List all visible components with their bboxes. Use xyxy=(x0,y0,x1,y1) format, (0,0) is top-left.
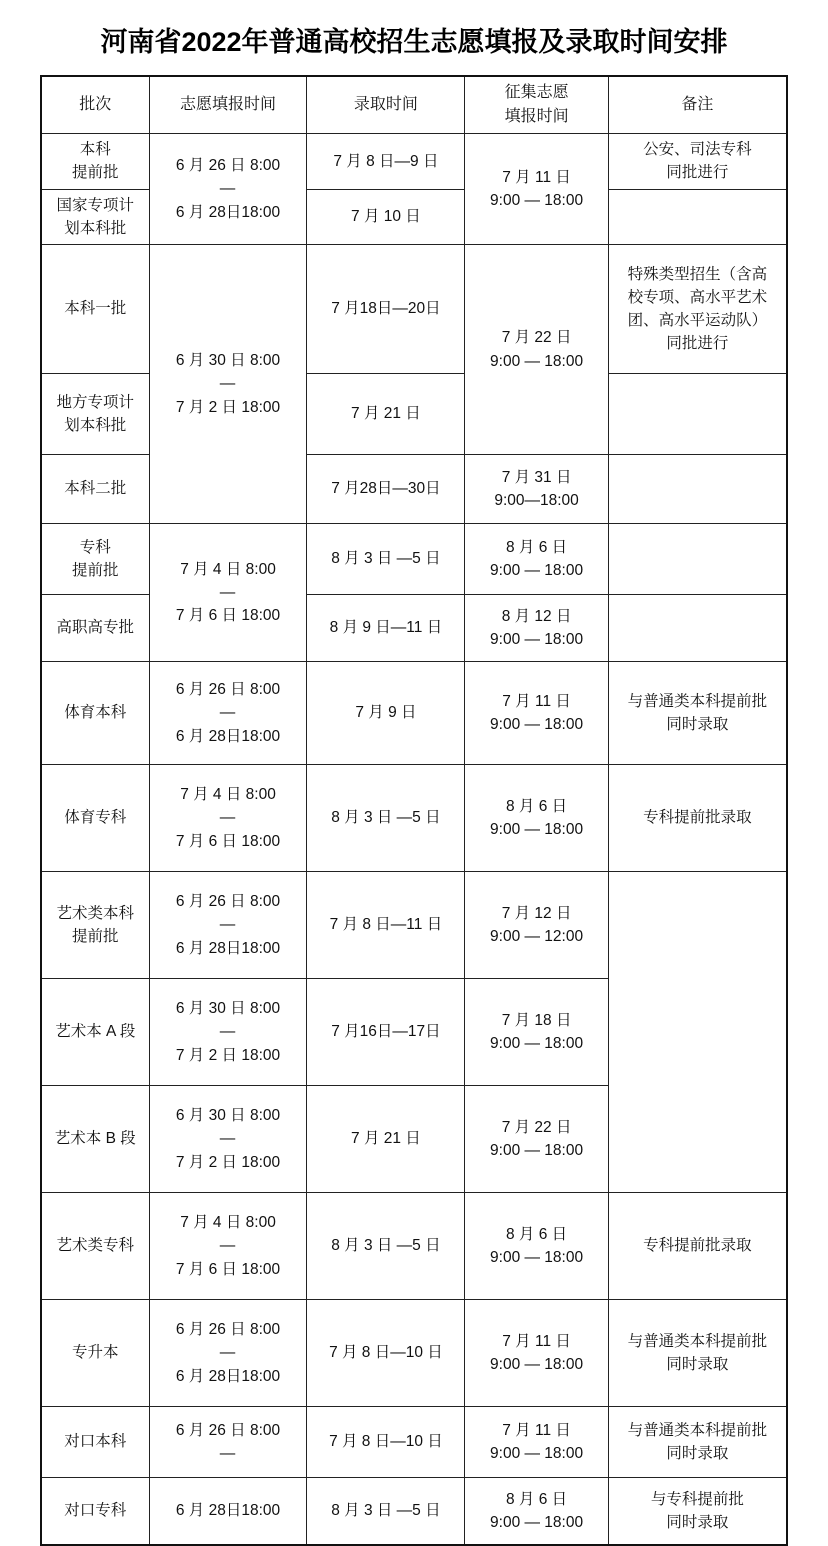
cell-note: 专科提前批录取 xyxy=(608,765,787,872)
batch-line2: 提前批 xyxy=(72,562,119,579)
collect-line1: 7 月 22 日 xyxy=(501,329,572,347)
cell-apply-time xyxy=(149,524,307,662)
cell-collect-time xyxy=(465,1193,608,1300)
cell-admit-time: 8 月 3 日 —5 日 xyxy=(307,1193,465,1300)
apply-line2: — xyxy=(219,583,237,601)
note-line1: 与普通类本科提前批 xyxy=(627,692,768,710)
cell-collect-time xyxy=(465,1300,608,1407)
table-row xyxy=(41,134,787,190)
collect-line2: 9:00 — 18:00 xyxy=(490,1514,584,1531)
collect-line1: 8 月 6 日 xyxy=(505,797,568,815)
batch-line2: 划本科批 xyxy=(64,417,127,434)
collect-line1: 7 月 18 日 xyxy=(501,1011,572,1029)
note-line1: 公安、司法专科 xyxy=(643,141,752,158)
collect-line1: 8 月 6 日 xyxy=(505,1490,568,1508)
apply-line2: — xyxy=(219,1023,237,1041)
apply-line1: 6 月 26 日 8:00 xyxy=(175,1421,281,1439)
cell-note xyxy=(608,455,787,524)
cell-collect-time xyxy=(465,662,608,765)
apply-line1: 6 月 30 日 8:00 xyxy=(175,352,281,370)
cell-admit-time: 7 月 10 日 xyxy=(307,189,465,245)
cell-admit-time: 8 月 3 日 —5 日 xyxy=(307,524,465,595)
cell-batch: 体育专科 xyxy=(41,765,149,872)
cell-admit-time: 7 月 8 日—10 日 xyxy=(307,1300,465,1407)
collect-line2: 9:00 — 18:00 xyxy=(490,1035,584,1052)
cell-note xyxy=(608,595,787,662)
collect-line1: 7 月 11 日 xyxy=(502,692,571,710)
table-row xyxy=(41,872,787,979)
batch-line2: 提前批 xyxy=(72,928,119,945)
cell-note xyxy=(608,134,787,190)
cell-admit-time: 7 月 21 日 xyxy=(307,374,465,455)
collect-line2: 9:00 — 18:00 xyxy=(490,562,584,579)
collect-line1: 7 月 22 日 xyxy=(501,1118,572,1136)
batch-line1: 艺术类本科 xyxy=(56,904,135,922)
cell-note: 专科提前批录取 xyxy=(608,1193,787,1300)
cell-apply-time: 6 月 28日18:00 xyxy=(149,1478,307,1546)
note-line1: 特殊类型招生（含高 xyxy=(627,265,768,283)
cell-batch: 本科二批 xyxy=(41,455,149,524)
apply-line3: 6 月 28日18:00 xyxy=(175,939,281,957)
apply-line1: 6 月 26 日 8:00 xyxy=(175,1321,281,1339)
apply-line2: — xyxy=(219,1445,237,1462)
cell-admit-time: 8 月 3 日 —5 日 xyxy=(307,765,465,872)
cell-admit-time: 7 月 8 日—10 日 xyxy=(307,1407,465,1478)
cell-apply-time xyxy=(149,245,307,524)
column-header-collect-time xyxy=(465,76,608,134)
cell-collect-time xyxy=(465,1478,608,1546)
table-row xyxy=(41,1300,787,1407)
batch-line1: 本科 xyxy=(79,141,111,158)
batch-line1: 地方专项计 xyxy=(56,393,135,411)
cell-batch: 高职高专批 xyxy=(41,595,149,662)
batch-line1: 国家专项计 xyxy=(56,196,135,214)
apply-line2: — xyxy=(219,1130,237,1148)
cell-apply-time xyxy=(149,872,307,979)
cell-note xyxy=(608,524,787,595)
note-line2: 同时录取 xyxy=(666,716,729,733)
collect-line2: 9:00 — 18:00 xyxy=(490,716,584,733)
table-header-row xyxy=(41,76,787,134)
cell-batch: 艺术本 A 段 xyxy=(41,979,149,1086)
collect-line1: 7 月 11 日 xyxy=(502,168,571,186)
cell-note xyxy=(608,1300,787,1407)
apply-line2: — xyxy=(219,916,237,934)
cell-admit-time: 8 月 9 日—11 日 xyxy=(307,595,465,662)
cell-note xyxy=(608,245,787,374)
cell-note xyxy=(608,1478,787,1546)
apply-line1: 6 月 26 日 8:00 xyxy=(175,157,281,175)
cell-collect-time xyxy=(465,524,608,595)
column-header-batch: 批次 xyxy=(41,76,149,134)
cell-admit-time: 7 月 8 日—11 日 xyxy=(307,872,465,979)
cell-admit-time: 7 月18日—20日 xyxy=(307,245,465,374)
table-row xyxy=(41,1407,787,1478)
batch-line2: 提前批 xyxy=(72,164,119,182)
cell-batch: 本科一批 xyxy=(41,245,149,374)
apply-line1: 6 月 26 日 8:00 xyxy=(175,681,281,699)
apply-line3: 6 月 28日18:00 xyxy=(175,1367,281,1385)
apply-line3: 7 月 2 日 18:00 xyxy=(175,1046,281,1064)
cell-admit-time: 7 月 9 日 xyxy=(307,662,465,765)
cell-collect-time xyxy=(465,245,608,455)
collect-line2: 9:00 — 18:00 xyxy=(490,1445,584,1462)
cell-collect-time xyxy=(465,455,608,524)
apply-line1: 7 月 4 日 8:00 xyxy=(180,786,276,804)
collect-line1: 8 月 6 日 xyxy=(505,1225,568,1243)
collect-line2: 9:00 — 12:00 xyxy=(490,928,584,945)
cell-batch: 艺术本 B 段 xyxy=(41,1086,149,1193)
note-line4: 同批进行 xyxy=(666,335,729,353)
cell-apply-time xyxy=(149,1300,307,1407)
collect-line2: 9:00 — 18:00 xyxy=(490,192,584,209)
collect-line1: 8 月 12 日 xyxy=(501,607,572,625)
cell-apply-time xyxy=(149,1407,307,1478)
cell-admit-time: 7 月 21 日 xyxy=(307,1086,465,1193)
collect-line1: 7 月 31 日 xyxy=(501,468,572,486)
collect-line1: 8 月 6 日 xyxy=(505,538,568,556)
collect-line1: 7 月 11 日 xyxy=(502,1332,571,1350)
note-line3: 团、高水平运动队） xyxy=(627,312,768,329)
apply-line2: — xyxy=(219,375,237,393)
note-line2: 同时录取 xyxy=(666,1445,729,1462)
cell-collect-time xyxy=(465,765,608,872)
note-line1: 与普通类本科提前批 xyxy=(627,1332,768,1350)
cell-batch: 专升本 xyxy=(41,1300,149,1407)
cell-note xyxy=(608,189,787,245)
note-line2: 同时录取 xyxy=(666,1356,729,1373)
cell-apply-time xyxy=(149,662,307,765)
cell-apply-time xyxy=(149,134,307,245)
cell-batch: 对口专科 xyxy=(41,1478,149,1546)
cell-batch: 体育本科 xyxy=(41,662,149,765)
apply-line3: 6 月 28日18:00 xyxy=(175,727,281,745)
cell-collect-time xyxy=(465,1407,608,1478)
apply-line1: 6 月 30 日 8:00 xyxy=(175,1107,281,1125)
cell-apply-time xyxy=(149,979,307,1086)
cell-collect-time xyxy=(465,595,608,662)
apply-line2: — xyxy=(219,1237,237,1255)
table-row xyxy=(41,1478,787,1546)
cell-collect-time xyxy=(465,979,608,1086)
apply-line2: — xyxy=(219,704,237,722)
column-header-note: 备注 xyxy=(608,76,787,134)
collect-line2: 9:00 — 18:00 xyxy=(490,352,584,370)
note-line1: 与专科提前批 xyxy=(650,1490,744,1508)
batch-line1: 专科 xyxy=(79,538,111,556)
note-line1: 与普通类本科提前批 xyxy=(627,1421,768,1439)
cell-admit-time: 8 月 3 日 —5 日 xyxy=(307,1478,465,1546)
apply-line3: 7 月 2 日 18:00 xyxy=(175,398,281,416)
apply-line3: 6 月 28日18:00 xyxy=(175,203,281,221)
apply-line2: — xyxy=(219,809,237,827)
apply-line3: 7 月 6 日 18:00 xyxy=(175,607,281,625)
table-row xyxy=(41,765,787,872)
collect-line1: 7 月 12 日 xyxy=(501,904,572,922)
apply-line3: 7 月 6 日 18:00 xyxy=(175,1260,281,1278)
cell-batch: 艺术类专科 xyxy=(41,1193,149,1300)
apply-line1: 6 月 30 日 8:00 xyxy=(175,1000,281,1018)
note-line2: 同时录取 xyxy=(666,1514,729,1531)
schedule-table xyxy=(40,75,788,1546)
page-title: 河南省2022年普通高校招生志愿填报及录取时间安排 xyxy=(100,27,728,57)
cell-admit-time: 7 月28日—30日 xyxy=(307,455,465,524)
collect-line2: 9:00 — 18:00 xyxy=(490,1142,584,1159)
collect-line2: 9:00 — 18:00 xyxy=(490,1249,584,1266)
table-row xyxy=(41,662,787,765)
apply-line1: 6 月 26 日 8:00 xyxy=(175,893,281,911)
collect-line1: 7 月 11 日 xyxy=(502,1421,571,1439)
cell-apply-time xyxy=(149,1086,307,1193)
cell-batch xyxy=(41,189,149,245)
table-row xyxy=(41,1193,787,1300)
note-line2: 校专项、高水平艺术 xyxy=(627,288,768,306)
apply-line3: 7 月 6 日 18:00 xyxy=(175,832,281,850)
cell-batch: 对口本科 xyxy=(41,1407,149,1478)
batch-line2: 划本科批 xyxy=(64,219,127,237)
cell-collect-time xyxy=(465,1086,608,1193)
cell-batch xyxy=(41,524,149,595)
cell-batch xyxy=(41,374,149,455)
note-line2: 同批进行 xyxy=(666,164,729,182)
apply-line3: 7 月 2 日 18:00 xyxy=(175,1153,281,1171)
collect-line2: 9:00—18:00 xyxy=(494,492,579,509)
table-row xyxy=(41,245,787,374)
cell-admit-time: 7 月 8 日—9 日 xyxy=(307,134,465,190)
column-header-apply-time: 志愿填报时间 xyxy=(149,76,307,134)
cell-note xyxy=(608,374,787,455)
column-header-collect-line2: 填报时间 xyxy=(504,108,569,125)
collect-line2: 9:00 — 18:00 xyxy=(490,631,584,648)
cell-batch xyxy=(41,872,149,979)
collect-line2: 9:00 — 18:00 xyxy=(490,1356,584,1373)
cell-note xyxy=(608,872,787,1193)
apply-line1: 7 月 4 日 8:00 xyxy=(180,1214,276,1232)
collect-line2: 9:00 — 18:00 xyxy=(490,821,584,838)
table-row xyxy=(41,524,787,595)
cell-apply-time xyxy=(149,1193,307,1300)
cell-collect-time xyxy=(465,872,608,979)
cell-apply-time xyxy=(149,765,307,872)
cell-note xyxy=(608,662,787,765)
apply-line2: — xyxy=(219,180,237,198)
column-header-collect-line1: 征集志愿 xyxy=(504,84,569,101)
cell-batch xyxy=(41,134,149,190)
apply-line1: 7 月 4 日 8:00 xyxy=(180,560,276,578)
cell-note xyxy=(608,1407,787,1478)
cell-collect-time xyxy=(465,134,608,245)
cell-admit-time: 7 月16日—17日 xyxy=(307,979,465,1086)
apply-line2: — xyxy=(219,1344,237,1362)
column-header-admit-time: 录取时间 xyxy=(307,76,465,134)
